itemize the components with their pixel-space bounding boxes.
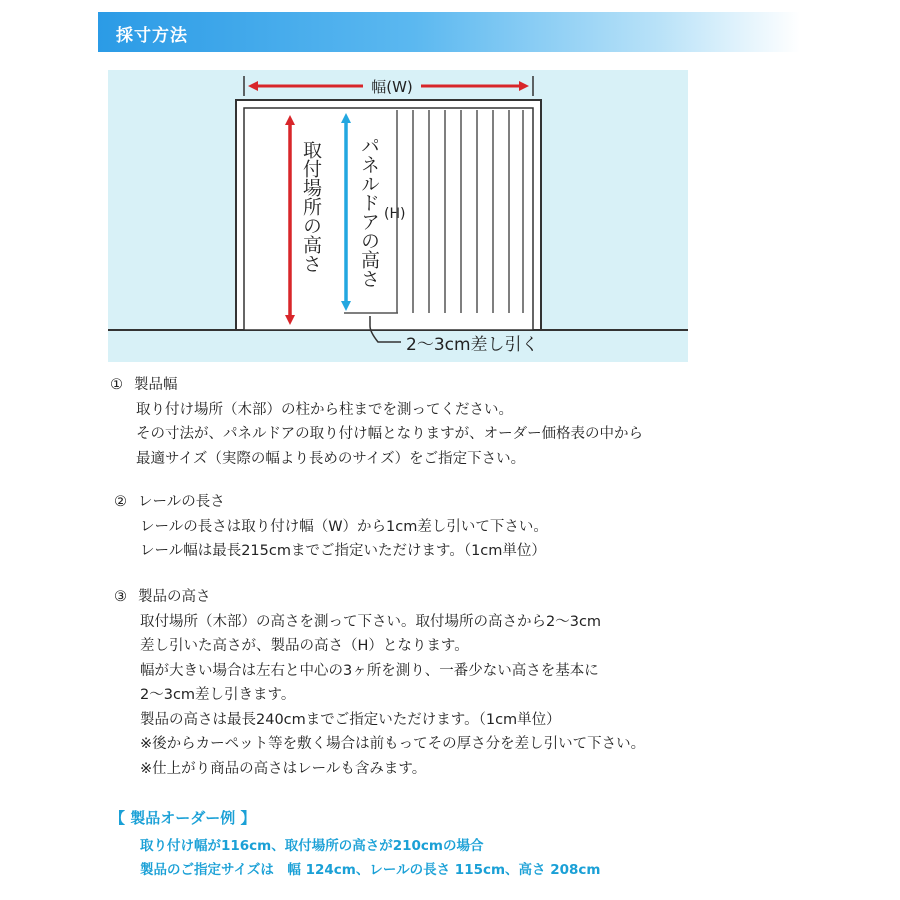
order-example-line1: 取り付け幅が116cm、取付場所の高さが210cmの場合 — [140, 838, 484, 854]
diagram-svg — [108, 70, 688, 362]
order-example-line2: 製品のご指定サイズは 幅 124cm、レールの長さ 115cm、高さ 208cm — [140, 862, 601, 878]
section-line: 取り付け場所（木部）の柱から柱までを測ってください。 — [136, 401, 513, 418]
section-number: ① — [110, 377, 123, 393]
section-line: 取付場所（木部）の高さを測って下さい。取付場所の高さから2～3cm — [140, 613, 602, 630]
section-line: レールの長さは取り付け幅（W）から1cm差し引いて下さい。 — [140, 518, 548, 535]
section-line: 製品の高さは最長240cmまでご指定いただけます。（1cm単位） — [140, 711, 561, 728]
section-line: ※後からカーペット等を敷く場合は前もってその厚さ分を差し引いて下さい。 — [140, 736, 646, 752]
deduct-label: 2～3cm差し引く — [406, 335, 539, 355]
section-product-height — [114, 585, 645, 781]
section-title: 製品幅 — [134, 377, 178, 393]
section-line: 幅が大きい場合は左右と中心の3ヶ所を測り、一番少ない高さを基本に — [140, 662, 599, 679]
order-example-title: 【 製品オーダー例 】 — [110, 809, 256, 827]
install-height-label: 取付場所の高さ — [300, 140, 322, 273]
order-example — [110, 807, 601, 882]
section-line: 最適サイズ（実際の幅より長めのサイズ）をご指定下さい。 — [136, 450, 526, 467]
section-number: ③ — [114, 589, 127, 605]
section-line: 差し引いた高さが、製品の高さ（H）となります。 — [140, 638, 469, 654]
h-label: (H) — [384, 206, 406, 222]
measurement-diagram — [108, 70, 688, 362]
section-header — [98, 12, 800, 52]
section-line: その寸法が、パネルドアの取り付け幅となりますが、オーダー価格表の中から — [136, 426, 644, 442]
section-line: ※仕上がり商品の高さはレールも含みます。 — [140, 760, 427, 777]
section-line: 2～3cm差し引きます。 — [140, 687, 296, 703]
header-title: 採寸方法 — [116, 26, 188, 46]
section-line: レール幅は最長215cmまでご指定いただけます。（1cm単位） — [140, 543, 546, 559]
section-rail-length — [114, 490, 548, 564]
section-title: レールの長さ — [138, 494, 225, 510]
section-title: 製品の高さ — [138, 589, 211, 605]
door-height-label: パネルドアの高さ — [358, 136, 380, 288]
width-label: 幅(W) — [371, 78, 413, 96]
section-product-width — [110, 373, 643, 471]
section-number: ② — [114, 494, 127, 510]
